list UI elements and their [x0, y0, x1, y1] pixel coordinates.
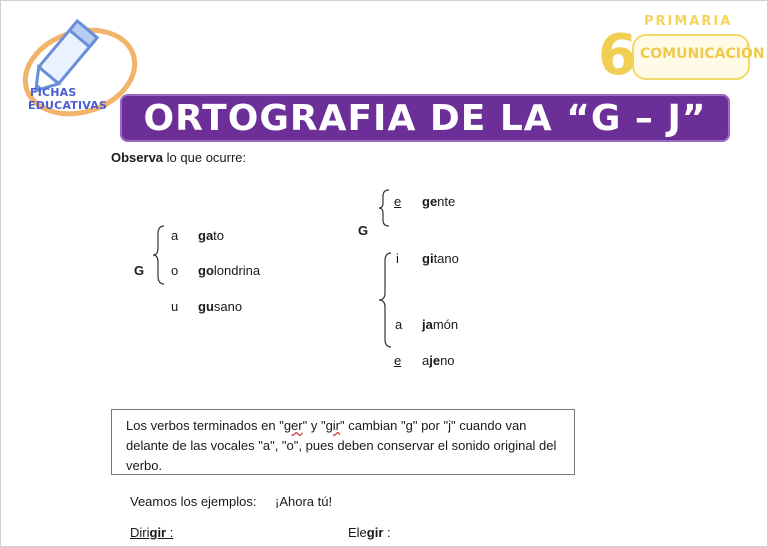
page-title: ORTOGRAFIA DE LA “G – J”	[143, 97, 707, 139]
title-banner	[120, 94, 730, 142]
left-brace	[152, 224, 168, 286]
right-word-gente: gente	[422, 194, 456, 209]
intro-bold: Observa	[111, 150, 164, 165]
intro-text	[111, 150, 246, 165]
logo-comunicacion: COMUNICACIÓN	[640, 46, 765, 62]
rule-text: Los verbos terminados en "ger" y "gir" cambian "g" por "j" cuando van delante de las vocales "a", "o", pues deben conservar el sonido original del verbo.	[126, 418, 557, 473]
left-word-gato: gato	[198, 228, 225, 243]
intro-rest: lo que ocurre:	[163, 150, 247, 165]
right-vowel-i: i	[396, 251, 399, 266]
primaria-comunicacion-logo	[598, 14, 765, 88]
examples-label: Veamos los ejemplos:	[130, 494, 257, 509]
left-group-letter: G	[134, 263, 145, 278]
now-you-label: ¡Ahora tú!	[275, 494, 333, 509]
right-brace-bottom	[378, 251, 394, 349]
right-word-ajeno: ajeno	[422, 353, 455, 368]
logo-primaria: PRIMARIA	[644, 14, 733, 29]
logo-line-1: FICHAS	[30, 86, 77, 99]
logo-number: 6	[598, 23, 637, 88]
right-brace-top	[378, 188, 392, 228]
right-vowel-a: a	[395, 317, 403, 332]
left-word-gusano: gusano	[198, 299, 243, 314]
right-vowel-e: e	[394, 194, 402, 209]
right-group-letter: G	[358, 223, 369, 238]
left-vowel-a: a	[171, 228, 179, 243]
left-vowel-o: o	[171, 263, 179, 278]
rule-box	[111, 409, 575, 475]
verb-elegir: Elegir :	[348, 525, 391, 540]
left-vowel-u: u	[171, 299, 179, 314]
right-vowel-e-2: e	[394, 353, 402, 368]
logo-line-2: EDUCATIVAS	[28, 99, 108, 112]
right-word-jamon: jamón	[422, 317, 459, 332]
verb-dirigir: Dirigir :	[130, 525, 174, 540]
right-word-gitano: gitano	[422, 251, 459, 266]
left-word-golondrina: golondrina	[198, 263, 261, 278]
